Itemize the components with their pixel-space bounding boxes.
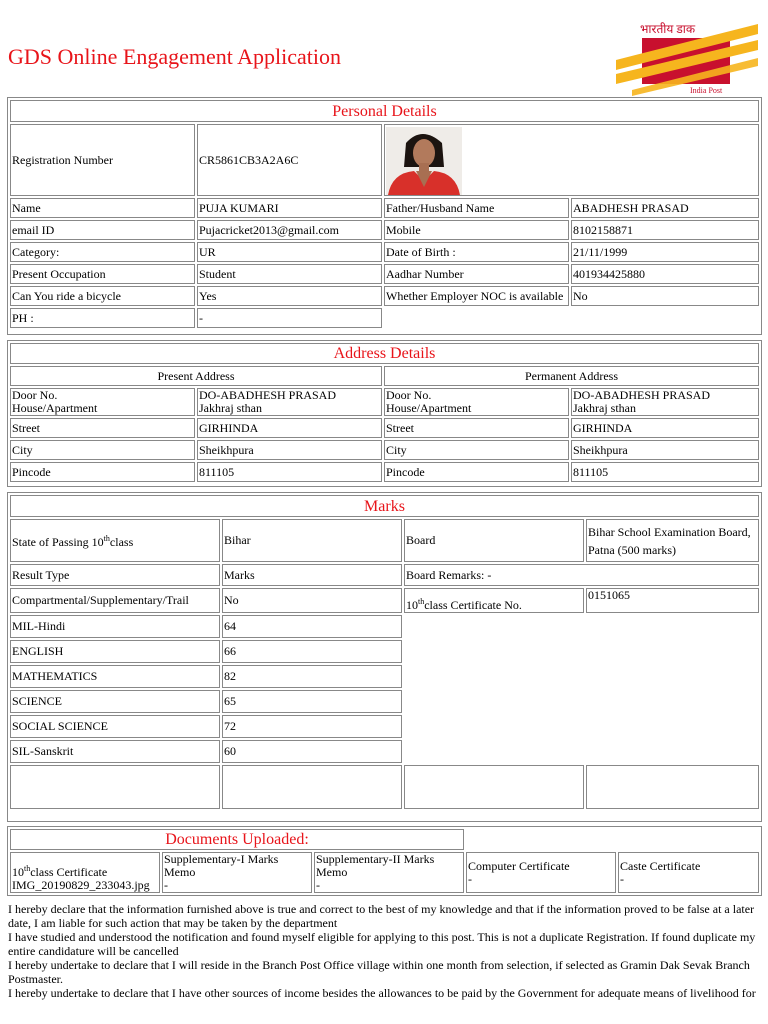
registration-label: Registration Number: [10, 124, 195, 196]
permanent-address-heading: Permanent Address: [384, 366, 759, 386]
present-pincode-label: Pincode: [10, 462, 195, 482]
door-label-line2: House/Apartment: [12, 401, 98, 415]
permanent-pincode-value: 811105: [571, 462, 759, 482]
permanent-street-label: Street: [384, 418, 569, 438]
ph-value: -: [197, 308, 382, 328]
page-title: GDS Online Engagement Application: [8, 44, 341, 69]
email-label: email ID: [10, 220, 195, 240]
mobile-label: Mobile: [384, 220, 569, 240]
personal-details-section: [7, 97, 762, 335]
permanent-door-value: [571, 388, 759, 416]
address-details-heading: Address Details: [10, 343, 759, 364]
board-value: Bihar School Examination Board, Patna (500 marks): [586, 519, 759, 562]
declaration-0: I hereby declare that the information furnished above is true and correct to the best of my knowledge and that if the information proved to be false at a later date, I am liable for such action that may be taken by the department: [8, 902, 755, 930]
address-details-section: [7, 340, 762, 487]
registration-value: CR5861CB3A2A6C: [197, 124, 382, 196]
compartmental-label: Compartmental/Supplementary/Trail: [10, 588, 220, 613]
logo-english-text: India Post: [690, 86, 723, 95]
subject-score-2: 82: [222, 665, 402, 688]
empty-cell: [222, 765, 402, 809]
permanent-door-line1: DO-ABADHESH PRASAD: [573, 388, 711, 402]
door-label-line1: Door No.: [386, 388, 432, 402]
name-label: Name: [10, 198, 195, 218]
category-value: UR: [197, 242, 382, 262]
present-address-heading: Present Address: [10, 366, 382, 386]
subject-name-5: SIL-Sanskrit: [10, 740, 220, 763]
present-door-label: [10, 388, 195, 416]
documents-heading: Documents Uploaded:: [10, 829, 464, 850]
present-city-value: Sheikhpura: [197, 440, 382, 460]
certificate-no-value: 0151065: [586, 588, 759, 613]
present-door-line2: Jakhraj sthan: [199, 401, 262, 415]
doc-supp2: Supplementary-II Marks Memo -: [314, 852, 464, 893]
occupation-label: Present Occupation: [10, 264, 195, 284]
declaration-1: I have studied and understood the notification and found myself eligible for applying to this post. This is not a duplicate Registration. If found duplicate my entire candidature will be cancelled: [8, 930, 756, 958]
logo-hindi-text: भारतीय डाक: [640, 22, 696, 36]
compartmental-value: No: [222, 588, 402, 613]
declaration-2: I hereby undertake to declare that I will reside in the Branch Post Office village within one month from selection, if selected as Gramin Dak Sevak Branch Postmaster.: [8, 958, 750, 986]
board-remarks: Board Remarks: -: [404, 564, 759, 586]
dob-label: Date of Birth :: [384, 242, 569, 262]
permanent-pincode-label: Pincode: [384, 462, 569, 482]
email-value: Pujacricket2013@gmail.com: [197, 220, 382, 240]
board-label: Board: [404, 519, 584, 562]
result-type-value: Marks: [222, 564, 402, 586]
empty-cell: [586, 765, 759, 809]
subject-score-1: 66: [222, 640, 402, 663]
declarations: [8, 902, 760, 1000]
subject-score-0: 64: [222, 615, 402, 638]
occupation-value: Student: [197, 264, 382, 284]
certificate-no-label: 10thclass Certificate No.: [404, 588, 584, 613]
door-label-line1: Door No.: [12, 388, 58, 402]
subject-name-2: MATHEMATICS: [10, 665, 220, 688]
personal-details-heading: Personal Details: [10, 100, 759, 122]
present-city-label: City: [10, 440, 195, 460]
marks-heading: Marks: [10, 495, 759, 517]
ph-label: PH :: [10, 308, 195, 328]
india-post-logo: [612, 20, 762, 98]
documents-section: [7, 826, 762, 896]
subject-name-4: SOCIAL SCIENCE: [10, 715, 220, 738]
doc-10th-file[interactable]: IMG_20190829_233043.jpg: [12, 878, 150, 892]
door-label-line2: House/Apartment: [386, 401, 472, 415]
permanent-door-label: [384, 388, 569, 416]
aadhar-label: Aadhar Number: [384, 264, 569, 284]
subject-name-0: MIL-Hindi: [10, 615, 220, 638]
declaration-3: I hereby undertake to declare that I have other sources of income besides the allowances to be paid by the Government for adequate means of livelihood for: [8, 986, 756, 1000]
category-label: Category:: [10, 242, 195, 262]
applicant-photo: [386, 127, 462, 195]
bicycle-value: Yes: [197, 286, 382, 306]
empty-cell: [10, 765, 220, 809]
present-street-value: GIRHINDA: [197, 418, 382, 438]
empty-cell: [404, 765, 584, 809]
father-value: ABADHESH PRASAD: [571, 198, 759, 218]
present-door-line1: DO-ABADHESH PRASAD: [199, 388, 337, 402]
subject-score-5: 60: [222, 740, 402, 763]
subject-name-3: SCIENCE: [10, 690, 220, 713]
present-pincode-value: 811105: [197, 462, 382, 482]
present-door-value: [197, 388, 382, 416]
photo-cell: [384, 124, 759, 196]
marks-section: [7, 492, 762, 822]
doc-caste: Caste Certificate -: [618, 852, 759, 893]
permanent-city-value: Sheikhpura: [571, 440, 759, 460]
noc-label: Whether Employer NOC is available: [384, 286, 569, 306]
permanent-street-value: GIRHINDA: [571, 418, 759, 438]
permanent-door-line2: Jakhraj sthan: [573, 401, 636, 415]
bicycle-label: Can You ride a bicycle: [10, 286, 195, 306]
permanent-city-label: City: [384, 440, 569, 460]
noc-value: No: [571, 286, 759, 306]
present-street-label: Street: [10, 418, 195, 438]
subject-score-4: 72: [222, 715, 402, 738]
result-type-label: Result Type: [10, 564, 220, 586]
father-label: Father/Husband Name: [384, 198, 569, 218]
name-value: PUJA KUMARI: [197, 198, 382, 218]
subject-score-3: 65: [222, 690, 402, 713]
doc-computer: Computer Certificate -: [466, 852, 616, 893]
mobile-value: 8102158871: [571, 220, 759, 240]
doc-supp1: Supplementary-I Marks Memo -: [162, 852, 312, 893]
state-of-passing-label: State of Passing 10thclass: [10, 519, 220, 562]
aadhar-value: 401934425880: [571, 264, 759, 284]
state-of-passing-value: Bihar: [222, 519, 402, 562]
doc-10th-certificate: 10thclass Certificate IMG_20190829_233043.jpg: [10, 852, 160, 893]
subject-name-1: ENGLISH: [10, 640, 220, 663]
dob-value: 21/11/1999: [571, 242, 759, 262]
